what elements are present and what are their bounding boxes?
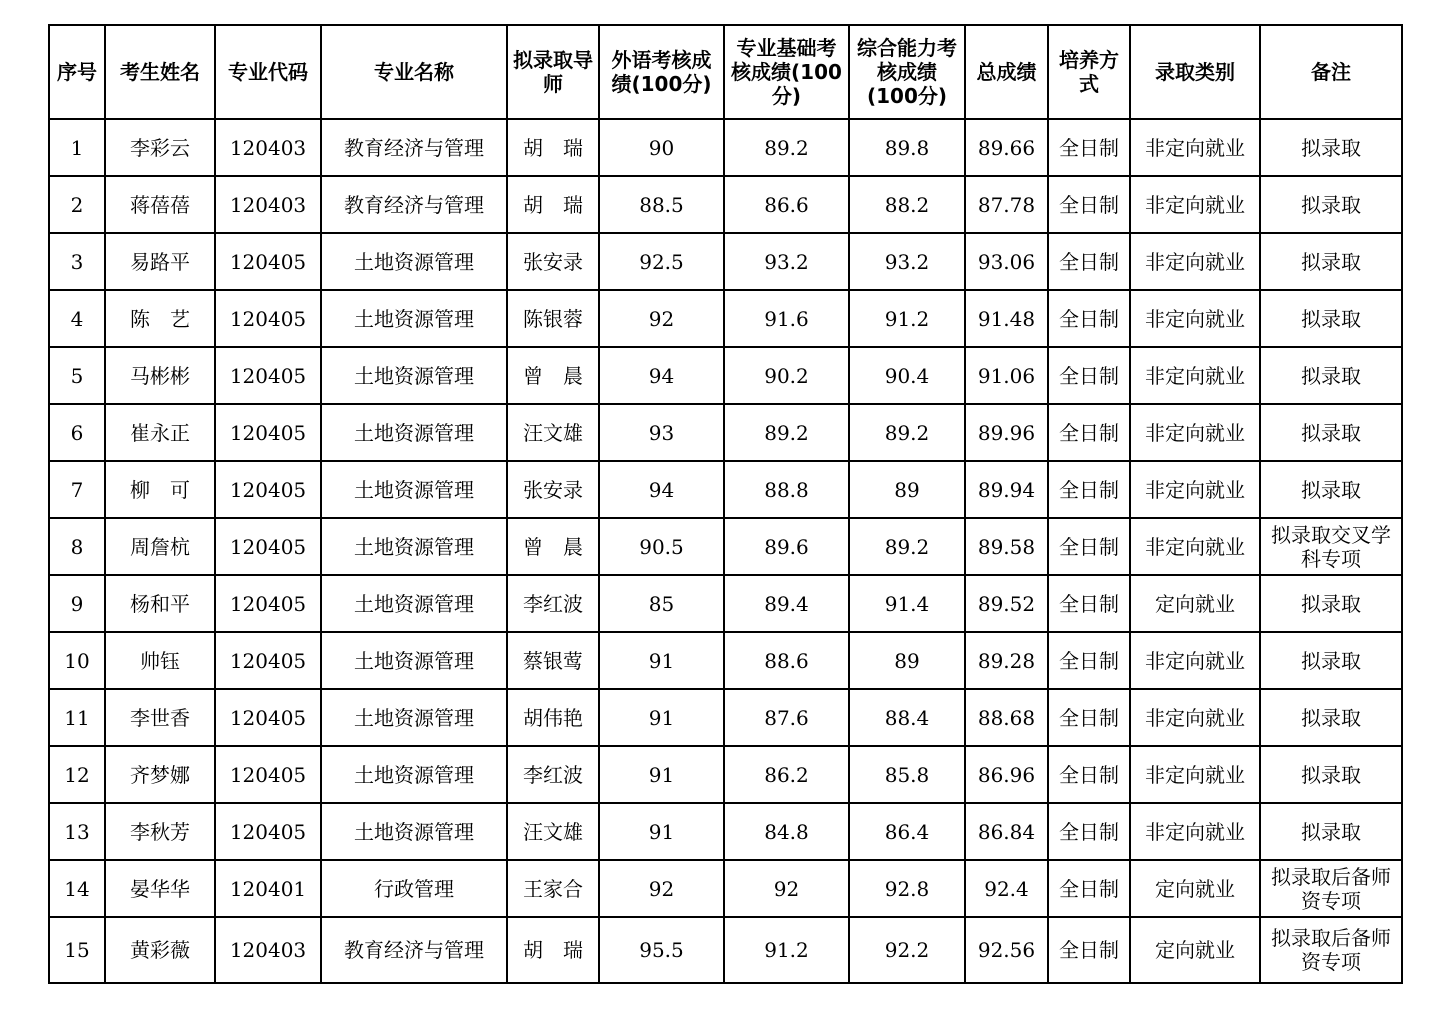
cell-major-code: 120405 [215,404,321,461]
cell-remarks: 拟录取 [1260,176,1402,233]
cell-major-code: 120405 [215,575,321,632]
cell-basic-score: 84.8 [724,803,849,860]
cell-ability-score: 88.2 [849,176,965,233]
cell-admission-type: 非定向就业 [1130,347,1260,404]
cell-study-mode: 全日制 [1048,803,1130,860]
cell-admission-type: 非定向就业 [1130,119,1260,176]
cell-basic-score: 93.2 [724,233,849,290]
cell-basic-score: 92 [724,860,849,917]
cell-name: 周詹杭 [105,518,215,575]
table-row [49,176,1402,233]
cell-ability-score: 91.2 [849,290,965,347]
cell-admission-type: 定向就业 [1130,860,1260,917]
cell-language-score: 92 [599,860,724,917]
header-cell-total-score: 总成绩 [965,25,1048,119]
cell-total-score: 89.66 [965,119,1048,176]
cell-basic-score: 88.8 [724,461,849,518]
cell-total-score: 91.06 [965,347,1048,404]
cell-admission-type: 非定向就业 [1130,290,1260,347]
cell-name: 柳 可 [105,461,215,518]
cell-study-mode: 全日制 [1048,518,1130,575]
cell-total-score: 88.68 [965,689,1048,746]
cell-name: 晏华华 [105,860,215,917]
cell-admission-type: 非定向就业 [1130,746,1260,803]
cell-name: 李彩云 [105,119,215,176]
cell-ability-score: 90.4 [849,347,965,404]
cell-language-score: 85 [599,575,724,632]
cell-major-name: 土地资源管理 [321,461,507,518]
cell-index: 15 [49,917,105,983]
cell-study-mode: 全日制 [1048,290,1130,347]
cell-advisor: 曾 晨 [507,347,599,404]
cell-study-mode: 全日制 [1048,347,1130,404]
table-row [49,803,1402,860]
header-cell-study-mode: 培养方式 [1048,25,1130,119]
cell-major-name: 土地资源管理 [321,689,507,746]
cell-ability-score: 93.2 [849,233,965,290]
cell-total-score: 89.28 [965,632,1048,689]
cell-language-score: 90.5 [599,518,724,575]
cell-major-code: 120403 [215,917,321,983]
cell-name: 李世香 [105,689,215,746]
cell-study-mode: 全日制 [1048,233,1130,290]
cell-name: 马彬彬 [105,347,215,404]
cell-admission-type: 定向就业 [1130,575,1260,632]
cell-major-code: 120405 [215,233,321,290]
header-cell-index: 序号 [49,25,105,119]
cell-study-mode: 全日制 [1048,917,1130,983]
cell-index: 12 [49,746,105,803]
cell-index: 2 [49,176,105,233]
cell-language-score: 93 [599,404,724,461]
cell-language-score: 91 [599,632,724,689]
cell-index: 4 [49,290,105,347]
cell-major-code: 120405 [215,290,321,347]
cell-major-name: 土地资源管理 [321,347,507,404]
cell-remarks: 拟录取 [1260,746,1402,803]
header-cell-basic-score: 专业基础考核成绩(100分) [724,25,849,119]
cell-remarks: 拟录取 [1260,461,1402,518]
cell-basic-score: 89.6 [724,518,849,575]
cell-language-score: 91 [599,803,724,860]
cell-index: 13 [49,803,105,860]
cell-total-score: 86.84 [965,803,1048,860]
cell-study-mode: 全日制 [1048,404,1130,461]
cell-remarks: 拟录取后备师资专项 [1260,860,1402,917]
cell-major-code: 120405 [215,746,321,803]
cell-advisor: 汪文雄 [507,803,599,860]
cell-basic-score: 91.6 [724,290,849,347]
cell-total-score: 87.78 [965,176,1048,233]
cell-index: 9 [49,575,105,632]
cell-language-score: 88.5 [599,176,724,233]
cell-index: 5 [49,347,105,404]
table-row [49,233,1402,290]
table-row [49,404,1402,461]
cell-ability-score: 88.4 [849,689,965,746]
cell-major-name: 行政管理 [321,860,507,917]
cell-index: 6 [49,404,105,461]
cell-advisor: 蔡银莺 [507,632,599,689]
cell-name: 齐梦娜 [105,746,215,803]
header-cell-remarks: 备注 [1260,25,1402,119]
cell-major-name: 教育经济与管理 [321,917,507,983]
cell-admission-type: 非定向就业 [1130,404,1260,461]
cell-total-score: 91.48 [965,290,1048,347]
cell-admission-type: 定向就业 [1130,917,1260,983]
cell-remarks: 拟录取 [1260,347,1402,404]
cell-name: 崔永正 [105,404,215,461]
table-row [49,119,1402,176]
cell-major-code: 120401 [215,860,321,917]
cell-study-mode: 全日制 [1048,575,1130,632]
cell-name: 黄彩薇 [105,917,215,983]
cell-major-name: 土地资源管理 [321,233,507,290]
cell-ability-score: 86.4 [849,803,965,860]
cell-advisor: 曾 晨 [507,518,599,575]
cell-total-score: 89.94 [965,461,1048,518]
cell-major-code: 120405 [215,689,321,746]
cell-study-mode: 全日制 [1048,689,1130,746]
cell-major-name: 教育经济与管理 [321,176,507,233]
cell-language-score: 94 [599,461,724,518]
admission-table [48,24,1403,984]
cell-advisor: 陈银蓉 [507,290,599,347]
cell-index: 14 [49,860,105,917]
cell-index: 7 [49,461,105,518]
cell-remarks: 拟录取交叉学科专项 [1260,518,1402,575]
cell-advisor: 胡 瑞 [507,119,599,176]
cell-index: 3 [49,233,105,290]
cell-ability-score: 91.4 [849,575,965,632]
cell-remarks: 拟录取 [1260,404,1402,461]
cell-admission-type: 非定向就业 [1130,461,1260,518]
header-cell-language-score: 外语考核成绩(100分) [599,25,724,119]
header-cell-advisor: 拟录取导师 [507,25,599,119]
cell-major-code: 120403 [215,119,321,176]
cell-basic-score: 86.2 [724,746,849,803]
cell-ability-score: 92.2 [849,917,965,983]
cell-remarks: 拟录取后备师资专项 [1260,917,1402,983]
cell-total-score: 92.56 [965,917,1048,983]
cell-major-name: 教育经济与管理 [321,119,507,176]
table-row [49,689,1402,746]
cell-language-score: 90 [599,119,724,176]
cell-study-mode: 全日制 [1048,119,1130,176]
cell-name: 李秋芳 [105,803,215,860]
cell-study-mode: 全日制 [1048,176,1130,233]
table-row [49,347,1402,404]
cell-basic-score: 88.6 [724,632,849,689]
cell-major-name: 土地资源管理 [321,803,507,860]
cell-ability-score: 92.8 [849,860,965,917]
cell-ability-score: 89 [849,632,965,689]
cell-major-name: 土地资源管理 [321,518,507,575]
cell-index: 1 [49,119,105,176]
cell-admission-type: 非定向就业 [1130,689,1260,746]
table-row [49,518,1402,575]
header-cell-name: 考生姓名 [105,25,215,119]
cell-remarks: 拟录取 [1260,119,1402,176]
table-body [49,119,1402,983]
header-cell-major-name: 专业名称 [321,25,507,119]
cell-major-code: 120405 [215,518,321,575]
table-row [49,860,1402,917]
cell-major-name: 土地资源管理 [321,632,507,689]
cell-remarks: 拟录取 [1260,632,1402,689]
cell-advisor: 胡伟艳 [507,689,599,746]
cell-study-mode: 全日制 [1048,746,1130,803]
cell-basic-score: 89.2 [724,119,849,176]
cell-total-score: 86.96 [965,746,1048,803]
cell-major-code: 120405 [215,632,321,689]
cell-admission-type: 非定向就业 [1130,803,1260,860]
cell-total-score: 89.96 [965,404,1048,461]
cell-advisor: 胡 瑞 [507,176,599,233]
cell-remarks: 拟录取 [1260,233,1402,290]
cell-basic-score: 91.2 [724,917,849,983]
cell-ability-score: 89.2 [849,518,965,575]
cell-language-score: 91 [599,746,724,803]
cell-basic-score: 90.2 [724,347,849,404]
cell-name: 杨和平 [105,575,215,632]
cell-major-name: 土地资源管理 [321,290,507,347]
cell-advisor: 王家合 [507,860,599,917]
cell-major-name: 土地资源管理 [321,575,507,632]
cell-basic-score: 86.6 [724,176,849,233]
cell-major-code: 120405 [215,461,321,518]
cell-major-code: 120403 [215,176,321,233]
cell-total-score: 89.52 [965,575,1048,632]
cell-study-mode: 全日制 [1048,860,1130,917]
cell-total-score: 93.06 [965,233,1048,290]
cell-language-score: 91 [599,689,724,746]
cell-major-name: 土地资源管理 [321,746,507,803]
cell-remarks: 拟录取 [1260,575,1402,632]
cell-name: 易路平 [105,233,215,290]
cell-remarks: 拟录取 [1260,689,1402,746]
cell-ability-score: 85.8 [849,746,965,803]
cell-name: 帅钰 [105,632,215,689]
table-row [49,632,1402,689]
table-row [49,290,1402,347]
header-cell-ability-score: 综合能力考核成绩(100分) [849,25,965,119]
cell-admission-type: 非定向就业 [1130,632,1260,689]
cell-advisor: 胡 瑞 [507,917,599,983]
cell-advisor: 张安录 [507,461,599,518]
cell-index: 11 [49,689,105,746]
cell-language-score: 94 [599,347,724,404]
cell-index: 10 [49,632,105,689]
cell-study-mode: 全日制 [1048,461,1130,518]
cell-admission-type: 非定向就业 [1130,518,1260,575]
cell-advisor: 汪文雄 [507,404,599,461]
cell-total-score: 89.58 [965,518,1048,575]
cell-remarks: 拟录取 [1260,290,1402,347]
header-cell-major-code: 专业代码 [215,25,321,119]
header-row [49,25,1402,119]
cell-major-code: 120405 [215,347,321,404]
cell-language-score: 92.5 [599,233,724,290]
cell-admission-type: 非定向就业 [1130,233,1260,290]
cell-ability-score: 89.2 [849,404,965,461]
cell-admission-type: 非定向就业 [1130,176,1260,233]
table-row [49,575,1402,632]
cell-ability-score: 89.8 [849,119,965,176]
table-row [49,746,1402,803]
cell-major-code: 120405 [215,803,321,860]
cell-advisor: 张安录 [507,233,599,290]
cell-index: 8 [49,518,105,575]
cell-remarks: 拟录取 [1260,803,1402,860]
cell-basic-score: 89.2 [724,404,849,461]
table-row [49,917,1402,983]
cell-basic-score: 87.6 [724,689,849,746]
cell-ability-score: 89 [849,461,965,518]
cell-language-score: 92 [599,290,724,347]
cell-total-score: 92.4 [965,860,1048,917]
cell-advisor: 李红波 [507,746,599,803]
cell-advisor: 李红波 [507,575,599,632]
cell-basic-score: 89.4 [724,575,849,632]
cell-major-name: 土地资源管理 [321,404,507,461]
cell-name: 陈 艺 [105,290,215,347]
cell-study-mode: 全日制 [1048,632,1130,689]
header-cell-admission-type: 录取类别 [1130,25,1260,119]
cell-name: 蒋蓓蓓 [105,176,215,233]
table-row [49,461,1402,518]
cell-language-score: 95.5 [599,917,724,983]
